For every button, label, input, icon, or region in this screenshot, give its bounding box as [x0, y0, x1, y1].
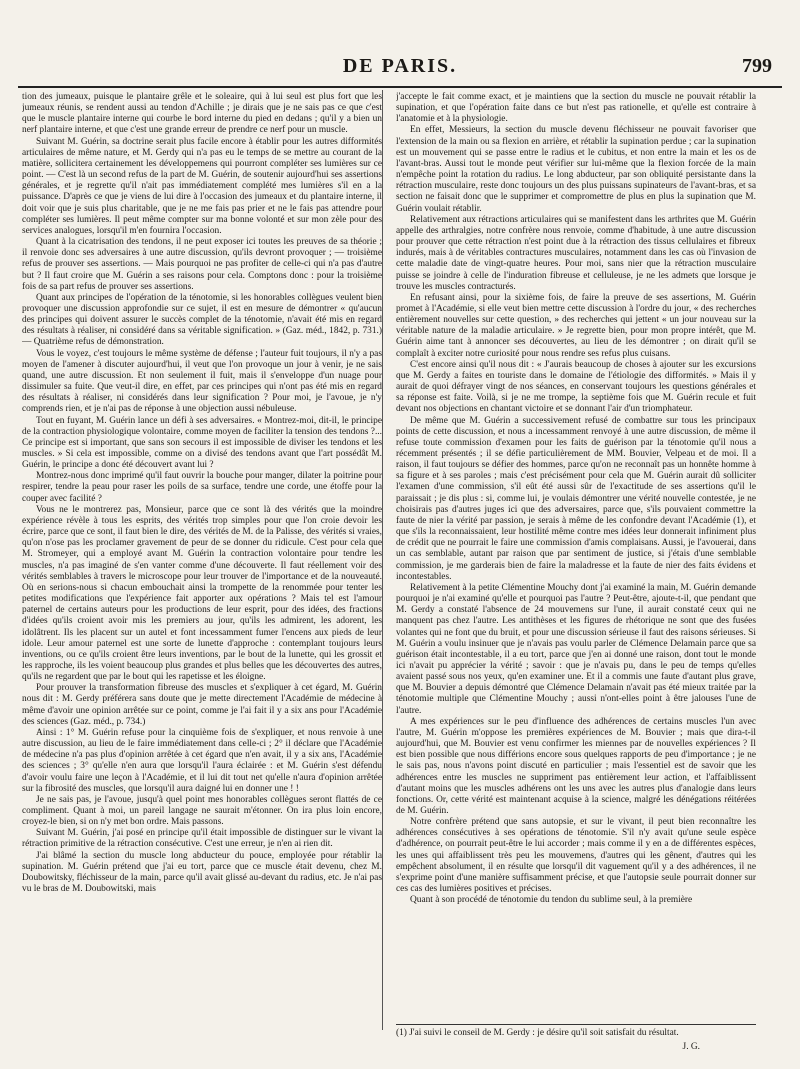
page-number: 799	[742, 55, 772, 77]
paragraph: Suivant M. Guérin, sa doctrine serait plus facile encore à établir pour les autres difformités articulaires de même nature, et M. Gerdy qui n'a pas eu le temps de se mettre au courant de la matière, sollicitera certainement les développemens qui pourront compléter ses lumières sur ce point. — C'est là un second refus de la part de M. Guérin, de soutenir aujourd'hui ses assertions générales, et je regrette qu'il n'ait pas immédiatement complété mes lumières s'il en a la puissance. D'après ce que je viens de lui dire à l'occasion des jumeaux et du plantaire interne, il doit voir que je suis plus charitable, que je ne me fais pas prier et ne le fais pas attendre pour compléter ses lumières. Il peut même compter sur ma bonne volonté et sur mon zèle pour des services analogues, lorsqu'il m'en fournira l'occasion.	[22, 136, 382, 236]
paragraph: tion des jumeaux, puisque le plantaire grêle et le soleaire, qui à lui seul est plus fort que les jumeaux réunis, se rendent aussi au tendon d'Achille ; je dirais que je ne sais pas ce que c'est que le muscle plantaire interne qui courbe le bord interne du pied en dedans ; qu'il y a bien un nerf plantaire interne, et que c'est une grande erreur de prendre ce nerf pour un muscle.	[22, 92, 382, 136]
paragraph: Vous le voyez, c'est toujours le même système de défense ; l'auteur fuit toujours, il n'y a pas moyen de l'amener à discuter aujourd'hui, il veut que l'on provoque un jour à venir, je ne sais quand, une autre discussion. Et non seulement il fuit, mais il s'enveloppe d'un nuage pour dissimuler sa fuite. Que veut-il dire, en effet, par ces principes qui n'ont pas été mis en regard des résultats à réaliser, ni considérés dans leur signification ? Pour moi, je l'avoue, je n'y comprends rien, et je n'ai pas de réponse à une objection aussi nébuleuse.	[22, 348, 382, 415]
right-column	[396, 92, 756, 1032]
paragraph: Quant à son procédé de ténotomie du tendon du sublime seul, à la première	[410, 895, 693, 906]
paragraph: Tout en fuyant, M. Guérin lance un défi à ses adversaires. « Montrez-moi, dit-il, le principe de la contraction physiologique volontaire, comme moyen de faciliter la tension des tendons ?... Ce principe est si important, que sans son secours il est impossible de diviser les tendons et les muscles. » Si cela est impossible, comme on a divisé des tendons avant que l'art possédât M. Guérin, le principe a donc été découvert avant lui ?	[22, 415, 382, 471]
paragraph: A mes expériences sur le peu d'influence des adhérences de certains muscles l'un avec l'autre, M. Guérin m'oppose les premières expériences de M. Bouvier ; mais que dira-t-il aujourd'hui, que M. Bouvier est venu confirmer les miennes par de nouvelles expériences ? Il est bien possible que nous différions encore sous quelques rapports de peu d'importance ; je ne le sais pas, nous n'avons point discuté en particulier ; mais l'essentiel est de savoir que les adhérences entre les muscles ne suppriment pas entièrement leur action, et l'affaiblissent d'autant moins que les muscles adhérens ont les uns avec les autres plus d'analogie dans leurs fonctions. Or, cette vérité est maintenant acquise à la science, malgré les dénégations réitérées de M. Guérin.	[396, 716, 756, 816]
paragraph: J'ai blâmé la section du muscle long abducteur du pouce, employée pour rétablir la supination. M. Guérin prétend que j'ai eu tort, parce que ce muscle était devenu, chez M. Doubowitsky, fléchisseur de la main, parce qu'il avait glissé au-devant du radius, etc. Je n'ai pas vu le bras de M. Doubowitski, mais	[22, 850, 382, 895]
paragraph: De même que M. Guérin a successivement refusé de combattre sur tous les principaux points de cette discussion, et nous a incessamment renvoyé à une autre discussion, de même il refuse toute commission d'examen pour les faits de guérison par la ténotomie qu'il nous a récemment présentés ; il se défie particulièrement de MM. Bouvier, Velpeau et de moi. Il a raison, il faut toujours se défier des hommes, parce qu'on ne reconnaît pas un honnête homme à sa figure et à ses paroles ; mais c'est précisément pour cela que M. Guérin aurait dû solliciter l'examen d'une commission, s'il eût été aussi sûr de l'exactitude de ses assertions qu'il le paraissait ; je dis plus : si, comme lui, je voulais démontrer une vérité nouvelle contestée, je ne choisirais pas d'autres juges ici que des adversaires, parce que, s'ils pouvaient commettre la faute de nier la vérité par passion, je serais à même de les confondre devant l'Académie (1), et que s'ils la reconnaissaient, leur hostilité même contre mes idées leur donnerait infiniment plus de crédit que ne pourrait le faire une commission d'amis complaisans. Aussi, je l'avouerai, dans un cas semblable, autant par raison que par sentiment de justice, si j'étais d'une semblable commission, je me garderais bien de faire la maladresse et la faute de nier des faits évidens et incontestables.	[396, 415, 756, 582]
paragraph: En effet, Messieurs, la section du muscle devenu fléchisseur ne pouvait favoriser que l'extension de la main ou sa flexion en arrière, et rétablir la supination perdue ; car la supination est un mouvement qui se passe entre le radius et le cubitus, et non entre la main et les os de l'avant-bras. Aussi tout le monde peut vérifier sur lui-même que la flexion forcée de la main n'empêche point la rotation du radius. Le long abducteur, par son obliquité persistante dans la rétraction musculaire, reste donc toujours un des plus puissans supinateurs de l'avant-bras, et sa section ne faisait donc que le supprimer et compromettre de plus en plus la supination que M. Guérin voulait rétablir.	[396, 125, 756, 214]
left-column	[22, 92, 382, 1032]
header-rule	[18, 86, 782, 88]
paragraph: Je ne sais pas, je l'avoue, jusqu'à quel point mes honorables collègues seront flattés de ce compliment. Quant à moi, un pareil langage ne saurait m'étonner. On ira plus loin encore, croyez-le bien, si on n'y met bon ordre. Mais passons.	[22, 794, 382, 828]
paragraph: Relativement aux rétractions articulaires qui se manifestent dans les arthrites que M. Guérin appelle des arthralgies, notre confrère nous renvoie, comme d'habitude, à une autre discussion pour prouver que cette rétraction n'est point due à la rétraction des tissus cellulaires et fibreux indurés, mais à de véritables contractures musculaires, notamment dans les cas où l'invasion de cette maladie date de vingt-quatre heures. Pour moi, sans nier que la rétraction musculaire puisse se joindre à celle de l'induration fibreuse et celluleuse, je ne les admets que lorsque je trouve les muscles contracturés.	[396, 214, 756, 292]
paragraph: Suivant M. Guérin, j'ai posé en principe qu'il était impossible de distinguer sur le vivant la rétraction primitive de la rétraction consécutive. C'est une erreur, je n'en ai rien dit.	[22, 828, 382, 850]
paragraph: Vous ne le montrerez pas, Monsieur, parce que ce sont là des vérités que la moindre expérience révèle à tous les esprits, des vérités trop simples pour que l'on croie devoir les écrire, parce que ce sont, il faut bien le dire, des vérités de M. de la Palisse, des vérités si vraies, qu'on n'ose pas les proclamer gravement de peur de se donner du ridicule. C'est pour cela que M. Stromeyer, qui a employé avant M. Guérin la contraction volontaire pour tendre les muscles, n'a pas imaginé de s'en vanter comme d'une découverte. Il faut réellement voir des vérités semblables à travers le microscope pour leur trouver de l'importance et de la nouveauté. Où en serions-nous si chacun embouchait ainsi la trompette de la renommée pour tenter les petites modifications que l'expérience fait apporter aux opérations ? Mais tel est l'amour paternel de certains auteurs pour les productions de leur esprit, pour des idées, des fractions d'idées qu'ils croient avoir mis les premiers au jour, qu'ils les admirent, les adorent, les idolâtrent. Ils les placent sur un autel et font incessamment fumer l'encens aux pieds de leur idole. Leur amour paternel est une sorte de lunette d'approche : contemplant toujours leurs inventions, ou ce qu'ils croient être leurs inventions, par le bout de la lunette, qui les grossit et les rapproche, ils les voient beaucoup plus grandes et plus belles que les découvertes des autres, qu'ils ne regardent que par le bout qui les rapetisse et les éloigne.	[22, 504, 382, 683]
paragraph: j'accepte le fait comme exact, et je maintiens que la section du muscle ne pouvait rétablir la supination, et que l'opération faite dans ce but n'est pas rationelle, et qu'elle est contraire à l'anatomie et à la physiologie.	[396, 92, 756, 125]
paragraph: Pour prouver la transformation fibreuse des muscles et s'expliquer à cet égard, M. Guérin nous dit : M. Gerdy préférera sans doute que je mette directement l'Académie de médecine à même d'avoir une opinion arrêtée sur ce point, comme je l'ai fait il y a six ans pour l'Académie des sciences (Gaz. méd., p. 734.)	[22, 683, 382, 727]
paragraph: Notre confrère prétend que sans autopsie, et sur le vivant, il peut bien reconnaître les adhérences consécutives à ses opérations de ténotomie. S'il n'y avait qu'une seule espèce d'adhérence, on pourrait peut-être le lui accorder ; mais comme il y en a de différentes espèces, les unes qui affaiblissent très peu les mouvemens, d'autres qui les gênent, d'autres qui les empêchent absolument, il en résulte que lorsqu'il dit vaguement qu'il y a des adhérences, il ne s'exprime point d'une manière suffisamment précise, et que l'autopsie seule pourrait donner sur ces cas des lumières positives et précises.	[396, 817, 756, 895]
paragraph: En refusant ainsi, pour la sixième fois, de faire la preuve de ses assertions, M. Guérin promet à l'Académie, si elle veut bien mettre cette discussion à l'ordre du jour, « des recherches entièrement nouvelles sur cette question, » des recherches qui jettent « un jour nouveau sur la véritable nature de la maladie articulaire. » Je regrette bien, pour mon propre intérêt, que M. Guérin aime tant à annoncer ses découvertes, au lieu de les démontrer ; on dirait qu'il se complaît à exciter notre curiosité pour nous rendre ses refus plus cuisans.	[396, 292, 756, 359]
paragraph: C'est encore ainsi qu'il nous dit : « J'aurais beaucoup de choses à ajouter sur les excursions que M. Gerdy a faites en touriste dans le domaine de l'étiologie des difformités. » Mais il y aurait de quoi défrayer vingt de nos séances, en conservant toujours les questions générales et sa réponse est faite. Voilà, si je ne me trompe, la septième fois que M. Guérin recule et fuit devant nos objections en chantant victoire et se donnant l'air d'un triomphateur.	[396, 359, 756, 415]
footnote: (1) J'ai suivi le conseil de M. Gerdy : je désire qu'il soit satisfait du résultat.	[396, 1028, 679, 1038]
paragraph: Relativement à la petite Clémentine Mouchy dont j'ai examiné la main, M. Guérin demande pourquoi je n'ai examiné qu'elle et pourquoi pas l'autre ? Peut-être, ajoute-t-il, que pendant que M. Gerdy a constaté l'absence de 24 mouvemens sur l'une, il aurait constaté ceux qui ne manquent pas chez l'autre. Les antithèses et les figures de rhétorique ne sont que des fusées volantes qui ne font que du bruit, et pour une discussion sérieuse il faut des raisons sérieuses. Si M. Guérin a voulu insinuer que je n'avais pas voulu parler de Clémence Delamain parce que sa guérison était incontestable, il a eu tort, parce que j'en ai donné une raison, dont tout le monde ici n'avait pu apprécier la vérité ; savoir : que je n'avais pu, dans le peu de temps qu'elles avaient passé sous nos yeux, qu'en examiner une. Et il a commis une faute d'autant plus grave, que M. Bouvier a depuis démontré que Clémence Delamain n'avait pas été mieux traitée par la ténotomie multiple que Clémentine Mouchy ; aussi n'ont-elles point à être jalouses l'une de l'autre.	[396, 582, 756, 716]
paragraph: Ainsi : 1° M. Guérin refuse pour la cinquième fois de s'expliquer, et nous renvoie à une autre discussion, au lieu de le faire immédiatement dans celle-ci ; 2° il déclare que l'Académie de médecine n'a pas plus d'opinion arrêtée à cet égard que n'en avait, il y a six ans, l'Académie des sciences ; 3° qu'elle n'en aura que lorsqu'il l'aura éclairée : et M. Guérin s'est défendu d'avoir voulu faire une leçon à l'Académie, et il lui dit tout net qu'elle n'aura d'opinion arrêtée sur la fibrosité des muscles, que lorsqu'il aura daigné lui en donner une ! !	[22, 727, 382, 794]
paragraph: Quant aux principes de l'opération de la ténotomie, si les honorables collègues veulent bien provoquer une discussion approfondie sur ce sujet, il est en mesure de démontrer « qu'aucun des principes qui doivent assurer le succès complet de la ténotomie, n'avait été mis en regard des résultats à réaliser, ni considéré dans sa véritable signification. » (Gaz. méd., 1842, p. 731.) — Quatrième refus de démonstration.	[22, 292, 382, 348]
column-divider	[382, 90, 383, 1030]
paragraph: Quant à la cicatrisation des tendons, il ne peut exposer ici toutes les preuves de sa théorie ; il renvoie donc ses adversaires à une autre discussion, qu'ils devront provoquer ; — troisième refus de prouver ses assertions. — Mais pourquoi ne pas profiter de celle-ci qui n'a pas d'autre but ? Il faut croire que M. Guérin a ses raisons pour cela. Comptons donc : pour la troisième fois de sa part refus de prouver ses assertions.	[22, 237, 382, 292]
footnote-rule	[396, 1024, 756, 1025]
footnote-signature: J. G.	[682, 1042, 700, 1052]
running-header: DE PARIS.	[342, 55, 458, 77]
paragraph: Montrez-nous donc imprimé qu'il faut ouvrir la bouche pour manger, dilater la poitrine pour respirer, tendre la peau pour raser les poils de sa surface, tendre une corde, une étoffe pour la couper avec facilité ?	[22, 471, 382, 504]
